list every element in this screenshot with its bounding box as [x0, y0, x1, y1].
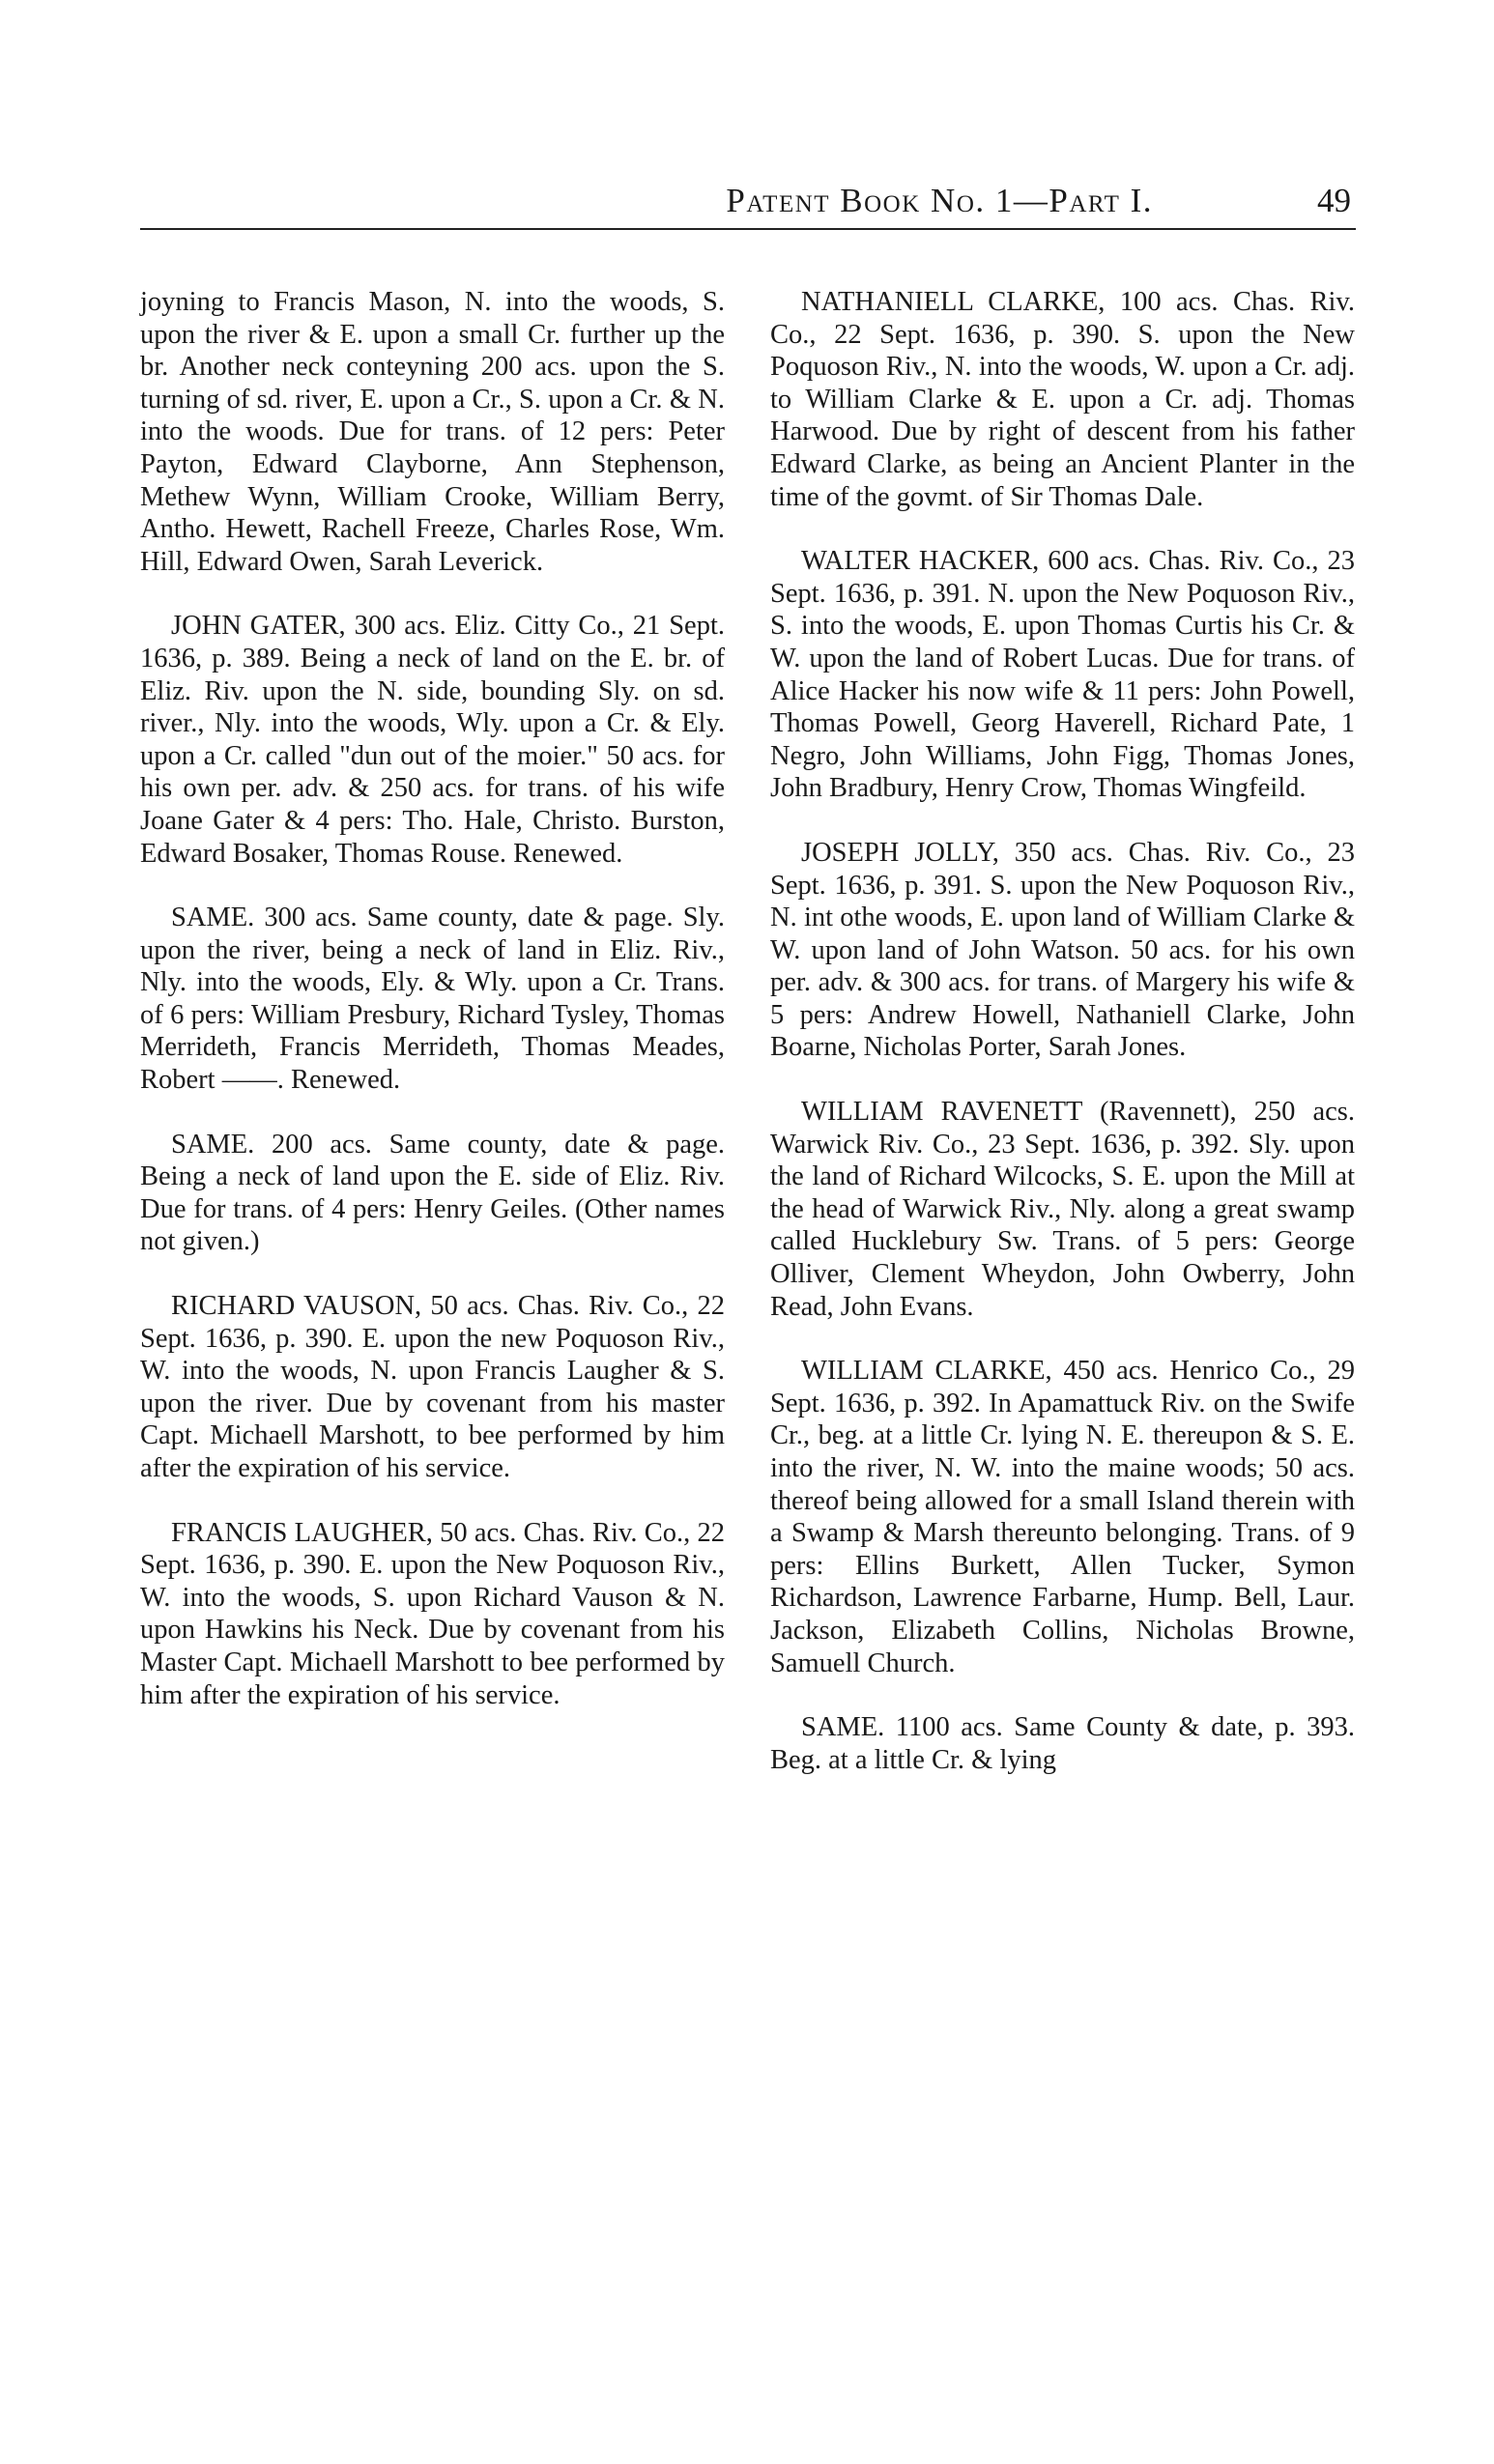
- patent-entry: RICHARD VAUSON, 50 acs. Chas. Riv. Co., 22 Sept. 1636, p. 390. E. upon the new Poquoson Riv., W. into the woods, N. upon Francis Laugher & S. upon the river. Due by covenant from his master Capt. Michaell Marshott, to bee performed by him after the expiration of his service.: [140, 1291, 725, 1483]
- running-header: [140, 180, 1356, 230]
- patent-entry: NATHANIELL CLARKE, 100 acs. Chas. Riv. Co., 22 Sept. 1636, p. 390. S. upon the New Poquoson Riv., N. into the woods, W. upon a Cr. adj. to William Clarke & E. upon a Cr. adj. Thomas Harwood. Due by right of descent from his father Edward Clarke, as being an Ancient Planter in the time of the govmt. of Sir Thomas Dale.: [770, 287, 1355, 512]
- patent-entry: SAME. 300 acs. Same county, date & page. Sly. upon the river, being a neck of land in Eliz. Riv., Nly. into the woods, Ely. & Wly. upon a Cr. Trans. of 6 pers: William Presbury, Richard Tysley, Thomas Merrideth, Francis Merrideth, Thomas Meades, Robert ——. Renewed.: [140, 903, 725, 1096]
- patent-entry: FRANCIS LAUGHER, 50 acs. Chas. Riv. Co., 22 Sept. 1636, p. 390. E. upon the New Poquoson Riv., W. into the woods, S. upon Richard Vauson & N. upon Hawkins his Neck. Due by covenant from his Master Capt. Michaell Marshott to bee performed by him after the expiration of his service.: [140, 1517, 725, 1710]
- patent-entry: JOHN GATER, 300 acs. Eliz. Citty Co., 21 Sept. 1636, p. 389. Being a neck of land on the E. br. of Eliz. Riv. upon the N. side, bounding Sly. on sd. river., Nly. into the woods, Wly. upon a Cr. & Ely. upon a Cr. called "dun out of the moier." 50 acs. for his own per. adv. & 250 acs. for trans. of his wife Joane Gater & 4 pers: Tho. Hale, Christo. Burston, Edward Bosaker, Thomas Rouse. Renewed.: [140, 611, 725, 869]
- page-number: 49: [1317, 182, 1351, 219]
- patent-entry-continues: SAME. 1100 acs. Same County & date, p. 393. Beg. at a little Cr. & lying: [770, 1712, 1355, 1775]
- right-column: [770, 286, 1355, 1776]
- patent-entry: WILLIAM CLARKE, 450 acs. Henrico Co., 29 Sept. 1636, p. 392. In Apamattuck Riv. on the Swife Cr., beg. at a little Cr. lying N. E. thereupon & S. E. into the river, N. W. into the maine woods; 50 acs. thereof being allowed for a small Island therein with a Swamp & Marsh thereunto belonging. Trans. of 9 pers: Ellins Burkett, Allen Tucker, Symon Richardson, Lawrence Farbarne, Hump. Bell, Laur. Jackson, Elizabeth Collins, Nicholas Browne, Samuell Church.: [770, 1356, 1355, 1678]
- left-column: [140, 286, 725, 1711]
- patent-entry-continued: joyning to Francis Mason, N. into the woods, S. upon the river & E. upon a small Cr. further up the br. Another neck conteyning 200 acs. upon the S. turning of sd. river, E. upon a Cr., S. upon a Cr. & N. into the woods. Due for trans. of 12 pers: Peter Payton, Edward Clayborne, Ann Stephenson, Methew Wynn, William Crooke, William Berry, Antho. Hewett, Rachell Freeze, Charles Rose, Wm. Hill, Edward Owen, Sarah Leverick.: [140, 287, 725, 577]
- patent-entry: JOSEPH JOLLY, 350 acs. Chas. Riv. Co., 23 Sept. 1636, p. 391. S. upon the New Poquoson Riv., N. int othe woods, E. upon land of William Clarke & W. upon land of John Watson. 50 acs. for his own per. adv. & 300 acs. for trans. of Margery his wife & 5 pers: Andrew Howell, Nathaniell Clarke, John Boarne, Nicholas Porter, Sarah Jones.: [770, 837, 1355, 1063]
- patent-entry: SAME. 200 acs. Same county, date & page. Being a neck of land upon the E. side of Eliz. Riv. Due for trans. of 4 pers: Henry Geiles. (Other names not given.): [140, 1129, 725, 1257]
- running-title: Patent Book No. 1—Part I.: [726, 182, 1153, 219]
- patent-entry: WILLIAM RAVENETT (Ravennett), 250 acs. Warwick Riv. Co., 23 Sept. 1636, p. 392. Sly. upon the land of Richard Wilcocks, S. E. upon the Mill at the head of Warwick Riv., Nly. along a great swamp called Hucklebury Sw. Trans. of 5 pers: George Olliver, Clement Wheydon, John Owberry, John Read, John Evans.: [770, 1097, 1355, 1322]
- patent-entry: WALTER HACKER, 600 acs. Chas. Riv. Co., 23 Sept. 1636, p. 391. N. upon the New Poquoson Riv., S. into the woods, E. upon Thomas Curtis his Cr. & W. upon the land of Robert Lucas. Due for trans. of Alice Hacker his now wife & 11 pers: John Powell, Thomas Powell, Georg Haverell, Richard Pate, 1 Negro, John Williams, John Figg, Thomas Jones, John Bradbury, Henry Crow, Thomas Wingfeild.: [770, 546, 1355, 804]
